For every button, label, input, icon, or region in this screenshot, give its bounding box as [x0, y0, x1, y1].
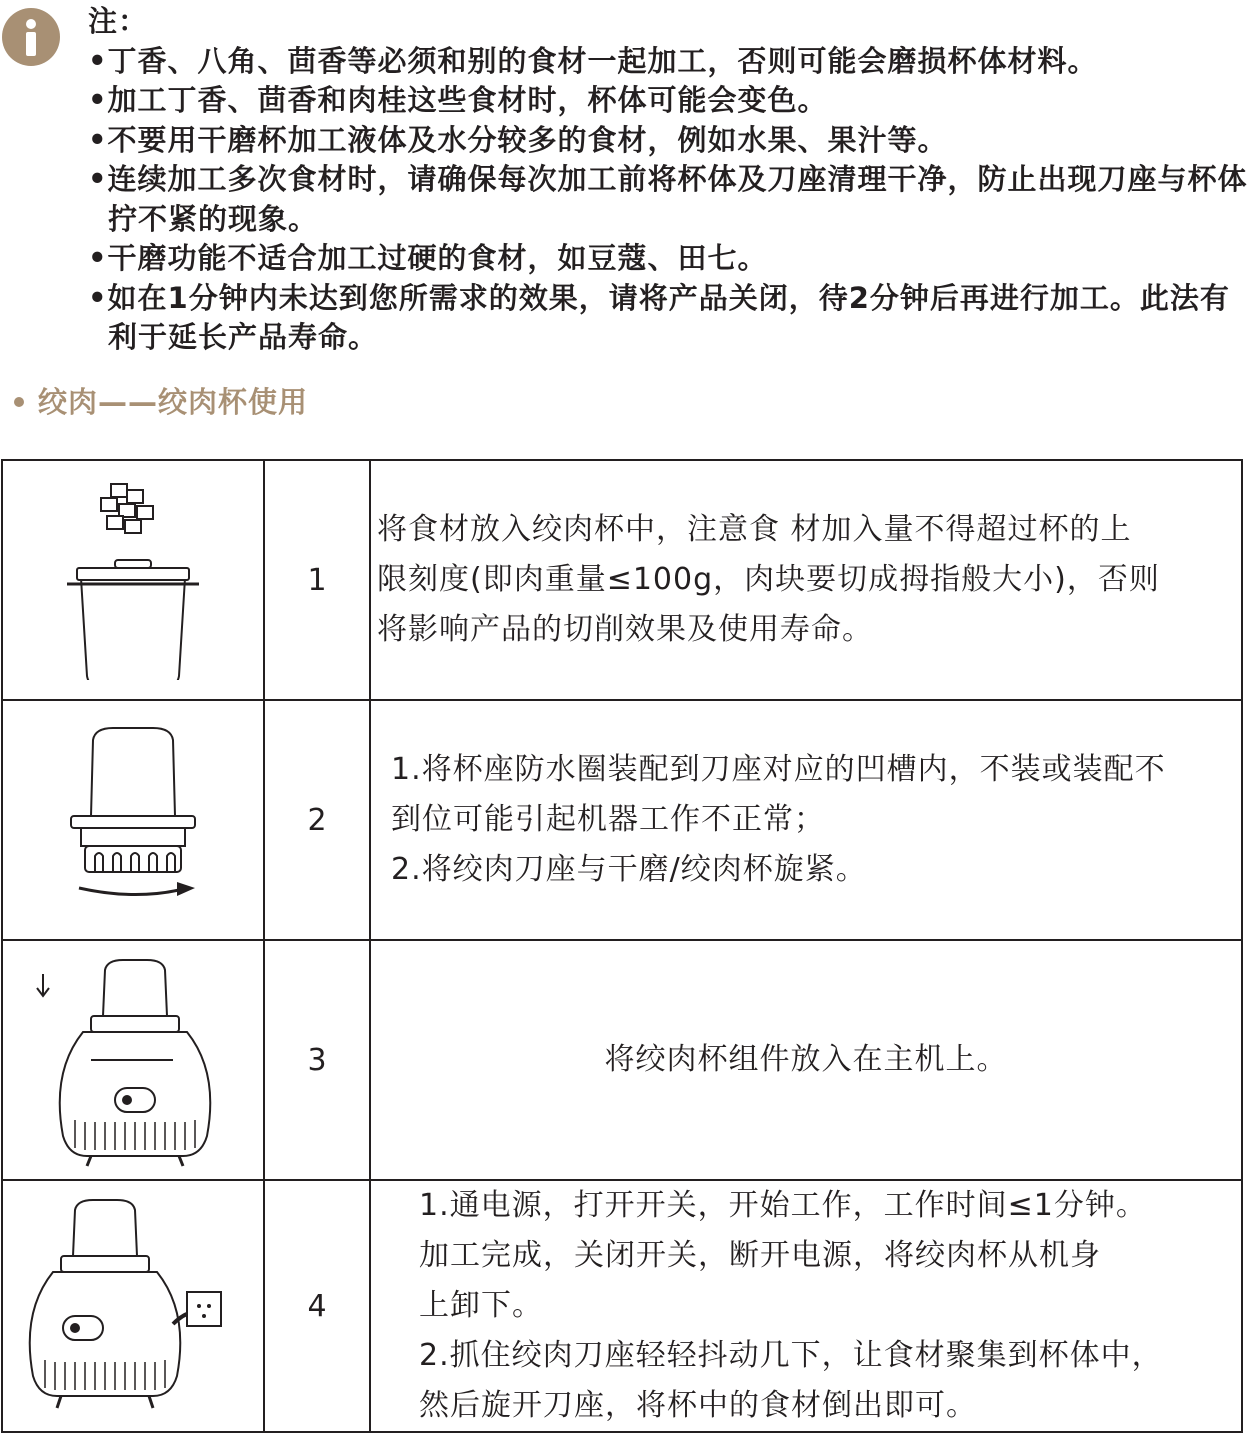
note-item: •连续加工多次食材时，请确保每次加工前将杯体及刀座清理干净，防止出现刀座与杯体拧不紧的现象。	[88, 162, 1248, 236]
step-description	[370, 940, 1242, 1180]
step-3-illustration	[2, 940, 264, 1180]
note-item: •干磨功能不适合加工过硬的食材，如豆蔻、田七。	[88, 241, 768, 275]
step-text-line: 1.通电源，打开开关，开始工作，工作时间≤1分钟。	[419, 1188, 1147, 1223]
step-text-line: 将绞肉杯组件放入在主机上。	[604, 1042, 1008, 1077]
step-description	[370, 1180, 1242, 1432]
cup-with-meat-icon	[63, 480, 203, 680]
note-block	[88, 2, 1248, 358]
steps-table	[1, 459, 1243, 1433]
step-text-line: 加工完成，关闭开关，断开电源，将绞肉杯从机身	[419, 1238, 1101, 1273]
step-text-line: 2.将绞肉刀座与干磨/绞肉杯旋紧。	[391, 852, 867, 887]
note-heading: 注：	[88, 4, 149, 38]
bullet-dot-icon	[14, 397, 24, 407]
blender-on-base-icon	[33, 950, 233, 1170]
step-number: 4	[264, 1180, 370, 1432]
cup-assembly-icon	[63, 720, 203, 920]
step-number: 1	[264, 460, 370, 700]
step-text-line: 上卸下。	[419, 1288, 543, 1323]
note-item: •不要用干磨杯加工液体及水分较多的食材，例如水果、果汁等。	[88, 122, 948, 157]
note-item: •加工丁香、茴香和肉桂这些食材时，杯体可能会变色。	[88, 83, 828, 117]
table-row	[2, 1180, 1242, 1432]
note-item: •如在1分钟内未达到您所需求的效果，请将产品关闭，待2分钟后再进行加工。此法有利于延长产品寿命。	[88, 280, 1230, 354]
step-description	[370, 700, 1242, 940]
step-text-line: 然后旋开刀座，将杯中的食材倒出即可。	[419, 1388, 977, 1423]
step-text-line: 到位可能引起机器工作不正常；	[391, 802, 825, 837]
step-number: 2	[264, 700, 370, 940]
info-icon	[2, 8, 60, 66]
step-description	[370, 460, 1242, 700]
section-title-text: 绞肉——绞肉杯使用	[38, 385, 309, 419]
step-text-line: 限刻度(即肉重量≤100g，肉块要切成拇指般大小)，否则	[377, 562, 1160, 597]
step-text-line: 2.抓住绞肉刀座轻轻抖动几下，让食材聚集到杯体中，	[419, 1338, 1163, 1373]
step-number: 3	[264, 940, 370, 1180]
step-text-line: 将影响产品的切削效果及使用寿命。	[377, 612, 873, 647]
table-row	[2, 460, 1242, 700]
table-row	[2, 700, 1242, 940]
step-4-illustration	[2, 1180, 264, 1432]
blender-plugged-in-icon	[23, 1196, 243, 1416]
table-row	[2, 940, 1242, 1180]
section-title	[14, 380, 308, 421]
step-2-illustration	[2, 700, 264, 940]
step-text-line: 1.将杯座防水圈装配到刀座对应的凹槽内，不装或装配不	[391, 752, 1166, 787]
note-item: •丁香、八角、茴香等必须和别的食材一起加工，否则可能会磨损杯体材料。	[88, 43, 1098, 78]
step-1-illustration	[2, 460, 264, 700]
step-text-line: 将食材放入绞肉杯中，注意食 材加入量不得超过杯的上	[377, 512, 1132, 547]
